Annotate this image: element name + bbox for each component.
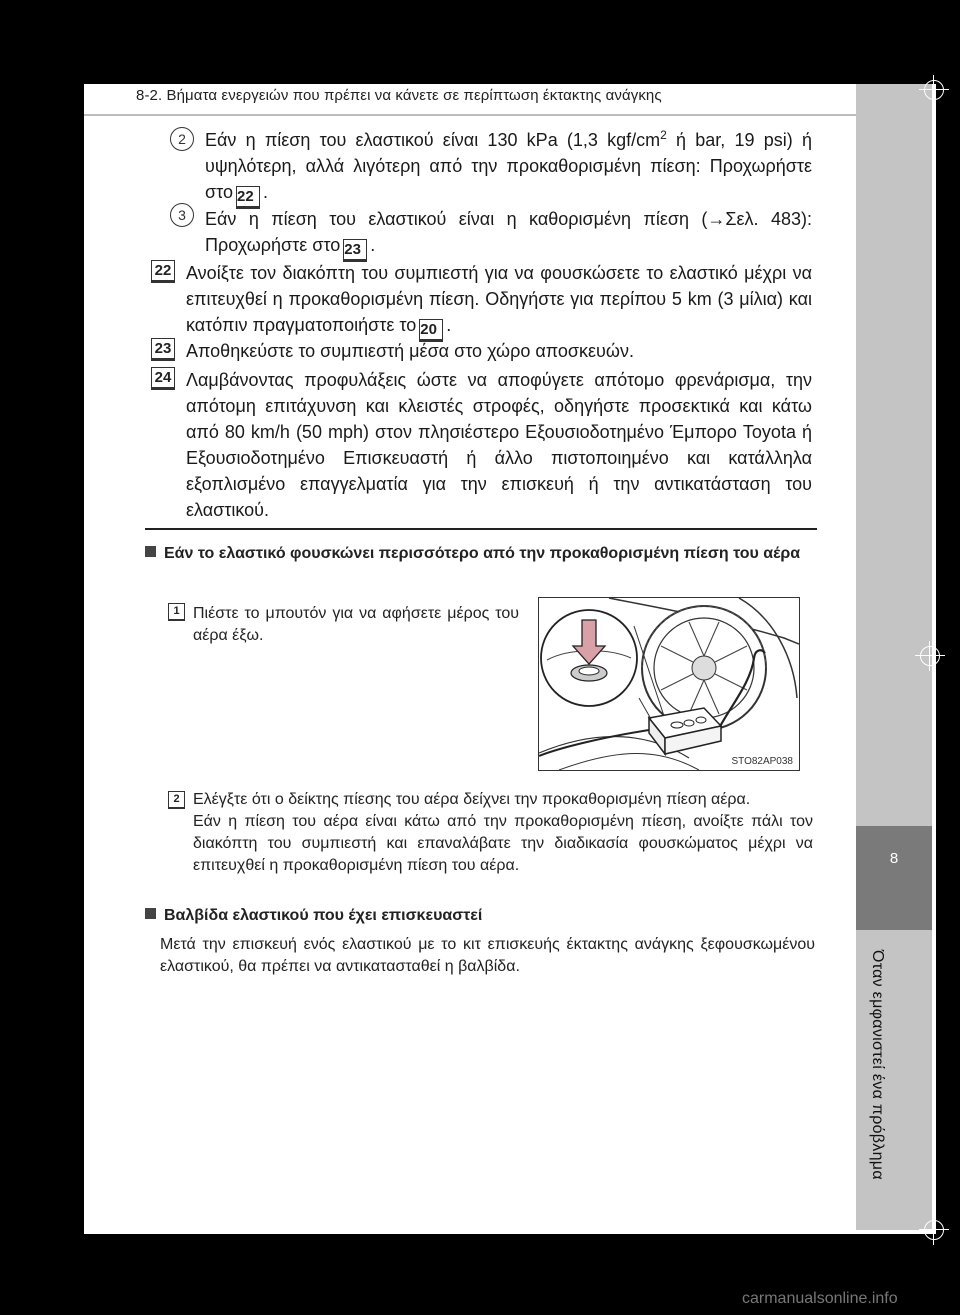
item-2-text-a: Ελέγξτε ότι ο δείκτης πίεσης του αέρα δείχνει την προκαθορισμένη πίεση αέρα. xyxy=(193,791,751,808)
section-heading-valve xyxy=(145,905,817,927)
page-header: 8-2. Βήματα ενεργειών που πρέπει να κάνετε σε περίπτωση έκτακτης ανάγκης xyxy=(136,87,662,104)
watermark: carmanualsonline.info xyxy=(742,1290,898,1307)
chapter-title: Όταν εμφανιστεί ένα πρόβλημα xyxy=(869,950,886,1180)
registration-mark-icon xyxy=(924,1220,944,1240)
header-rule xyxy=(84,114,856,116)
item-marker-1: 1 xyxy=(168,603,185,621)
square-bullet-icon xyxy=(145,546,156,557)
square-bullet-icon xyxy=(145,908,156,919)
registration-mark-icon xyxy=(920,646,940,666)
step-ref-20[interactable]: 20 xyxy=(419,319,443,342)
step-23-text: Αποθηκεύστε το συμπιεστή μέσα στο χώρο αποσκευών. xyxy=(186,341,634,361)
step-22-text-body: Ανοίξτε τον διακόπτη του συμπιεστή για να φουσκώσετε το ελαστικό μέχρι να επιτευχθεί η προκαθορισμένη πίεση. Οδηγήστε για περίπου 5 km (3 μίλια) και κατόπιν πραγματοποιήστε το xyxy=(186,263,812,335)
compressor-illustration xyxy=(538,597,800,771)
step-2-text: Εάν η πίεση του ελαστικού είναι 130 kPa (1,3 kgf/$cm^2$ ή bar, 19 psi) ή υψηλότερη, αλλά λιγότερη από την προκαθορισμένη πίεση: Προχωρήστε στο 22 . xyxy=(205,127,812,209)
section-heading-overinflated xyxy=(145,543,817,565)
item-2-text xyxy=(193,789,813,877)
tire-compressor-image xyxy=(539,598,799,770)
section-heading-text: Βαλβίδα ελαστικού που έχει επισκευαστεί xyxy=(164,907,483,924)
superscript: 2 xyxy=(660,128,667,142)
chapter-number: 8 xyxy=(889,850,899,867)
step-marker-22: 22 xyxy=(151,260,175,283)
step-22-text: Ανοίξτε τον διακόπτη του συμπιεστή για να φουσκώσετε το ελαστικό μέχρι να επιτευχθεί η προκαθορισμένη πίεση. Οδηγήστε για περίπου 5 km (3 μίλια) και κατόπιν πραγματοποιήστε το 20 . xyxy=(186,260,812,342)
section-divider xyxy=(145,528,817,530)
chapter-tab-active[interactable] xyxy=(856,826,932,930)
step-marker-23: 23 xyxy=(151,338,175,361)
section-heading-text: Εάν το ελαστικό φουσκώνει περισσότερο από την προκαθορισμένη πίεση του αέρα xyxy=(164,545,801,562)
step-2-text-a: Εάν η πίεση του ελαστικού είναι 130 kPa (1,3 kgf/cm xyxy=(205,130,661,150)
step-marker-24: 24 xyxy=(151,367,175,390)
registration-mark-icon xyxy=(924,80,944,100)
step-24-text: Λαμβάνοντας προφυλάξεις ώστε να αποφύγετε απότομο φρενάρισμα, την απότομη επιτάχυνση και κλειστές στροφές, οδηγήστε προσεκτικά και κάτω από 80 km/h (50 mph) στον πλησιέστερο Εξουσιοδοτημένο Έμπορο Toyota ή Εξουσιοδοτημένο Επισκευαστή ή άλλο πιστοποιημένο και κατάλληλα εξοπλισμένο επαγγελματία για την επισκευή ή την αντικατάσταση του ελαστικού. xyxy=(186,370,812,520)
item-1-text: Πιέστε το μπουτόν για να αφήσετε μέρος του αέρα έξω. xyxy=(193,605,519,644)
step-marker-2: 2 xyxy=(170,127,194,151)
step-marker-3: 3 xyxy=(170,203,194,227)
valve-text: Μετά την επισκευή ενός ελαστικού με το κιτ επισκευής έκτακτης ανάγκης ξεφουσκωμένου ελαστικού, θα πρέπει να αντικατασταθεί η βαλβίδα. xyxy=(160,936,815,975)
illustration-code: STO82AP038 xyxy=(731,756,793,767)
chapter-tab-top xyxy=(856,84,932,826)
item-marker-2: 2 xyxy=(168,791,185,809)
item-2-text-b: Εάν η πίεση του αέρα είναι κάτω από την προκαθορισμένη πίεση, ανοίξτε πάλι τον διακόπτη του συμπιεστή και επαναλάβατε την διαδικασία φουσκώματος μέχρι να επιτευχθεί η προκαθορισμένη πίεση του αέρα. xyxy=(193,813,813,874)
step-3-text: Εάν η πίεση του ελαστικού είναι η καθορισμένη πίεση (→Σελ. 483): Προχωρήστε στο 23 . xyxy=(205,206,812,262)
step-2-text-b: ή bar, 19 psi) ή υψηλότερη, αλλά λιγότερη από την προκαθορισμένη πίεση: Προχωρήστε στο xyxy=(205,130,812,202)
step-3-text-body: Εάν η πίεση του ελαστικού είναι η καθορισμένη πίεση (→Σελ. 483): Προχωρήστε στο xyxy=(205,209,812,255)
step-ref-23[interactable]: 23 xyxy=(343,239,367,262)
step-ref-22[interactable]: 22 xyxy=(236,186,260,209)
